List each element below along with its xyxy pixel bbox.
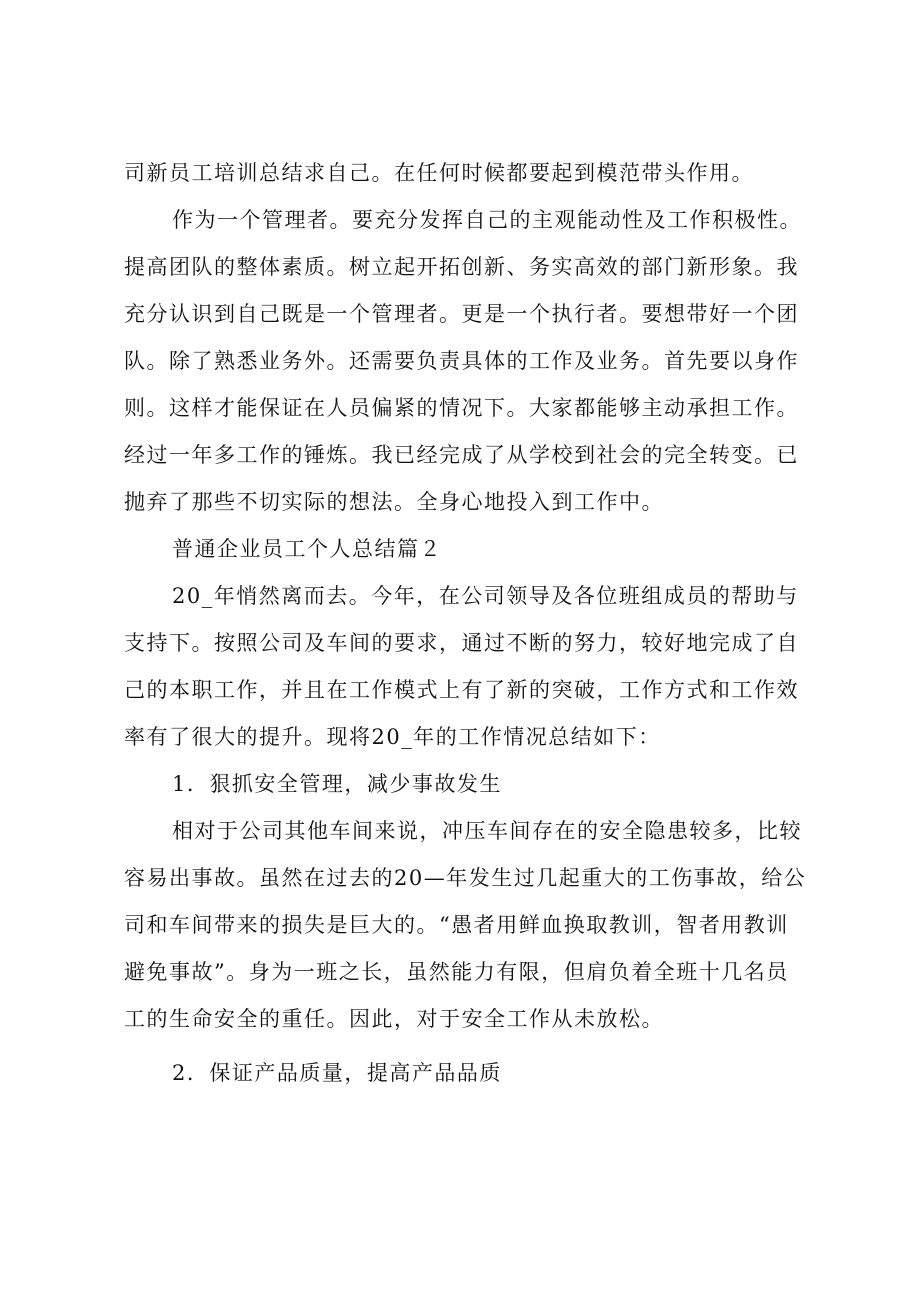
text-line: 抛弃了那些不切实际的想法。全身心地投入到工作中。 — [124, 490, 664, 514]
text-line: 率有了很大的提升。现将20_年的工作情况总结如下： — [124, 725, 661, 749]
text-line: 支持下。按照公司及车间的要求，通过不断的努力，较好地完成了自 — [124, 631, 799, 655]
text-line: 司新员工培训总结求自己。在任何时候都要起到模范带头作用。 — [124, 161, 754, 185]
text-line: 队。除了熟悉业务外。还需要负责具体的工作及业务。首先要以身作 — [124, 349, 799, 373]
text-line: 提高团队的整体素质。树立起开拓创新、务实高效的部门新形象。我 — [124, 255, 799, 279]
text-line: 司和车间带来的损失是巨大的。“愚者用鲜血换取教训，智者用教训 — [124, 913, 789, 937]
text-line: 充分认识到自己既是一个管理者。更是一个执行者。要想带好一个团 — [124, 302, 799, 326]
text-line: 经过一年多工作的锤炼。我已经完成了从学校到社会的完全转变。已 — [124, 443, 799, 467]
text-line: 则。这样才能保证在人员偏紧的情况下。大家都能够主动承担工作。 — [124, 396, 799, 420]
numbered-heading: 1．狠抓安全管理，减少事故发生 — [172, 772, 502, 796]
paragraph-first-line: 作为一个管理者。要充分发挥自己的主观能动性及工作积极性。 — [172, 208, 802, 232]
text-line: 工的生命安全的重任。因此，对于安全工作从未放松。 — [124, 1007, 664, 1031]
text-line: 避免事故”。身为一班之长，虽然能力有限，但肩负着全班十几名员 — [124, 960, 789, 984]
paragraph-first-line: 20_年悄然离而去。今年，在公司领导及各位班组成员的帮助与 — [172, 584, 799, 608]
paragraph-first-line: 相对于公司其他车间来说，冲压车间存在的安全隐患较多，比较 — [172, 819, 802, 843]
text-line: 己的本职工作，并且在工作模式上有了新的突破，工作方式和工作效 — [124, 678, 799, 702]
numbered-heading: 2．保证产品质量，提高产品品质 — [172, 1061, 502, 1085]
document-body — [124, 150, 824, 1097]
text-line: 容易出事故。虽然在过去的20—年发生过几起重大的工伤事故，给公 — [124, 866, 807, 890]
section-heading: 普通企业员工个人总结篇２ — [172, 537, 442, 561]
